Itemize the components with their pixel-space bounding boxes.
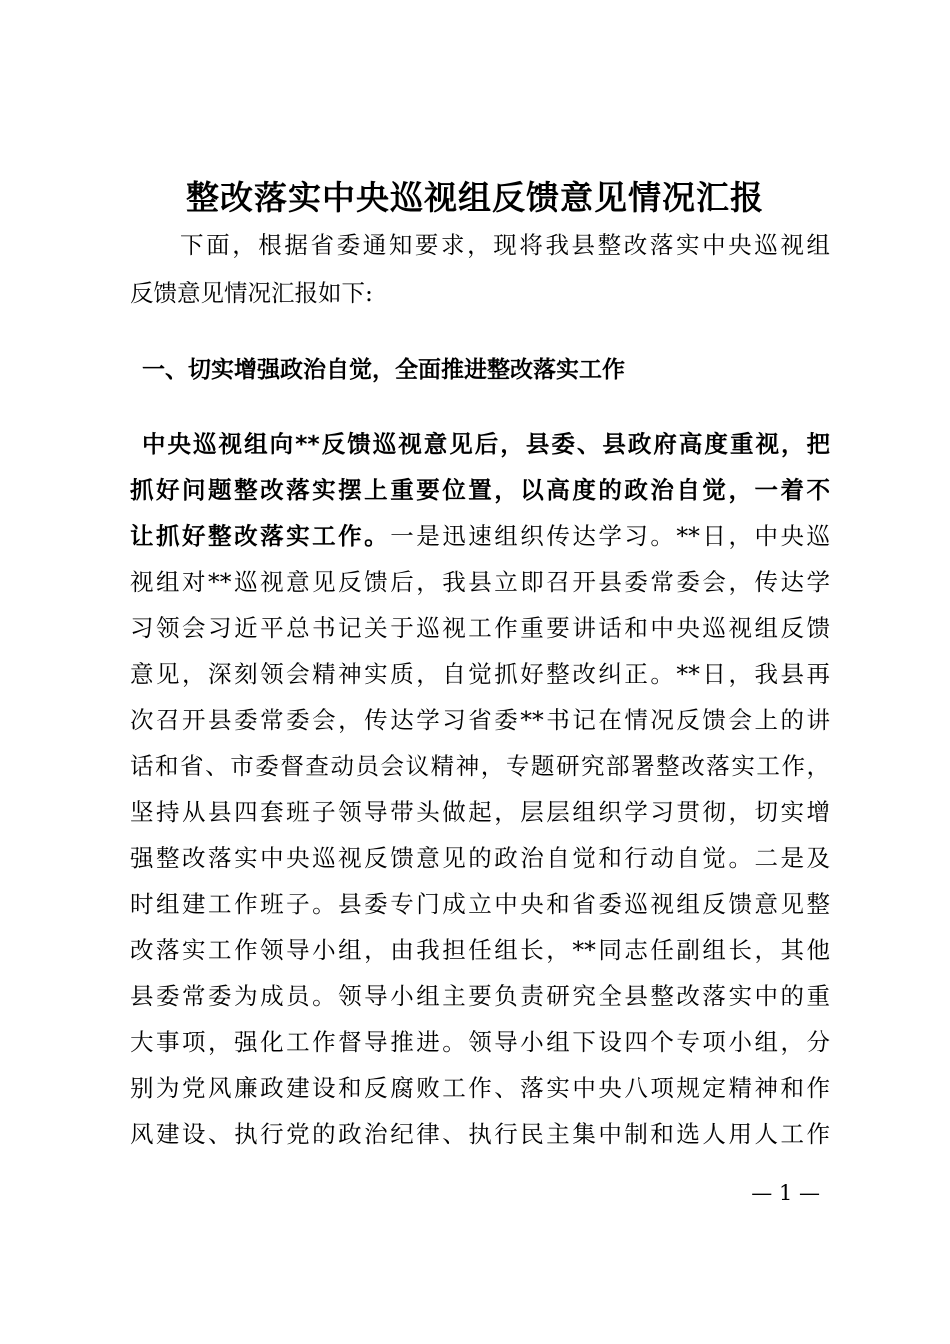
body-line-mixed-bold: 让抓好整改落实工作。: [130, 522, 391, 550]
body-line: 视组对**巡视意见反馈后，我县立即召开县委常委会，传达学: [130, 568, 830, 596]
body-line-mixed-rest: 一是迅速组织传达学习。**日，中央巡: [390, 522, 831, 550]
page-number: — 1 —: [751, 1181, 820, 1205]
body-line: 大事项，强化工作督导推进。领导小组下设四个专项小组，分: [130, 1028, 830, 1056]
body-line: 风建设、执行党的政治纪律、执行民主集中制和选人用人工作: [130, 1120, 830, 1148]
body-line-mixed: [130, 513, 830, 559]
intro-line-1: 下面，根据省委通知要求，现将我县整改落实中央巡视组: [180, 231, 830, 259]
body-line: 强整改落实中央巡视反馈意见的政治自觉和行动自觉。二是及: [130, 844, 830, 872]
body-line: 意见，深刻领会精神实质，自觉抓好整改纠正。**日，我县再: [130, 660, 830, 688]
body-line: 话和省、市委督查动员会议精神，专题研究部署整改落实工作，: [130, 752, 830, 780]
body-line: 别为党风廉政建设和反腐败工作、落实中央八项规定精神和作: [130, 1074, 830, 1102]
body-line: 时组建工作班子。县委专门成立中央和省委巡视组反馈意见整: [130, 890, 830, 918]
intro-line-2: 反馈意见情况汇报如下:: [130, 279, 373, 307]
body-bold-line-1: 中央巡视组向**反馈巡视意见后，县委、县政府高度重视，把: [142, 430, 830, 458]
body-line: 习领会习近平总书记关于巡视工作重要讲话和中央巡视组反馈: [130, 614, 830, 642]
body-line: 坚持从县四套班子领导带头做起，层层组织学习贯彻，切实增: [130, 798, 830, 826]
body-bold-line-2: 抓好问题整改落实摆上重要位置，以高度的政治自觉，一着不: [130, 476, 830, 504]
body-line: 改落实工作领导小组，由我担任组长，**同志任副组长，其他: [130, 936, 830, 964]
document-title: 整改落实中央巡视组反馈意见情况汇报: [186, 178, 764, 217]
body-line: 次召开县委常委会，传达学习省委**书记在情况反馈会上的讲: [130, 706, 830, 734]
section-heading: 一、切实增强政治自觉，全面推进整改落实工作: [142, 357, 625, 383]
body-line: 县委常委为成员。领导小组主要负责研究全县整改落实中的重: [130, 982, 830, 1010]
